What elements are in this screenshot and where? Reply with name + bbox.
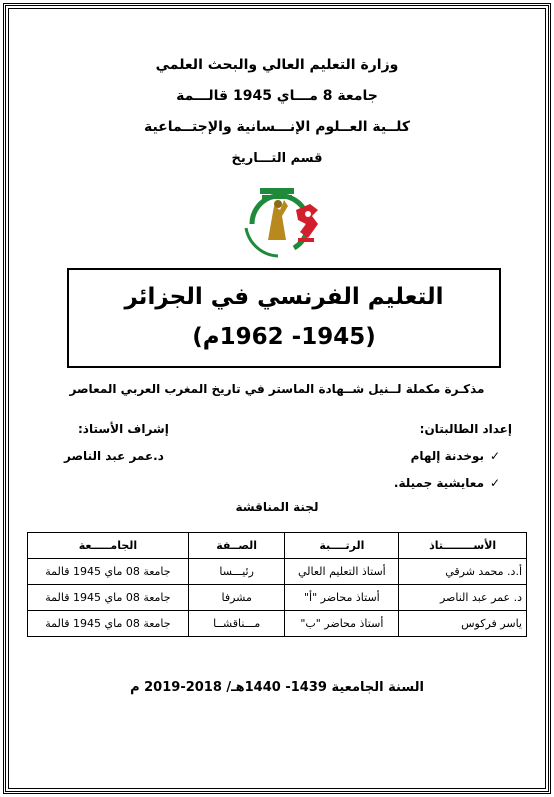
supervisor-label: إشراف الأستاذ: xyxy=(78,422,169,436)
thesis-title-box xyxy=(67,268,501,368)
check-icon: ✓ xyxy=(489,476,500,490)
header-rank: الرتــــبة xyxy=(285,533,399,559)
student-name-1: بوخدنة إلهام xyxy=(410,449,484,463)
cell-professor: ياسر فركوس xyxy=(399,611,527,637)
cell-role: مـــناقشــا xyxy=(188,611,285,637)
table-row xyxy=(28,611,527,637)
committee-table xyxy=(27,532,527,637)
department-name: قسم التـــاريخ xyxy=(231,151,323,166)
academic-year: السنة الجامعية 1439- 1440هـ/ 2018-2019 م xyxy=(130,680,424,695)
table-header-row xyxy=(28,533,527,559)
cell-rank: أستاذ التعليم العالي xyxy=(285,559,399,585)
thesis-title: التعليم الفرنسي في الجزائر xyxy=(124,284,444,310)
university-emblem-icon xyxy=(238,180,322,258)
committee-title: لجنة المناقشة xyxy=(235,500,319,514)
header-university: الجامـــــعة xyxy=(28,533,189,559)
cell-role: رئيـــسا xyxy=(188,559,285,585)
students-label: إعداد الطالبتان: xyxy=(419,422,512,436)
header-professor: الأســــــــتاذ xyxy=(399,533,527,559)
faculty-name: كلــية العــلوم الإنـــسانية والإجتــماعية xyxy=(143,119,411,135)
cell-rank: أستاذ محاضر "أ" xyxy=(285,585,399,611)
ministry-name: وزارة التعليم العالي والبحث العلمي xyxy=(155,57,399,73)
cell-university: جامعة 08 ماي 1945 قالمة xyxy=(28,611,189,637)
check-icon: ✓ xyxy=(489,449,500,463)
cell-role: مشرفا xyxy=(188,585,285,611)
thesis-period: (1945- 1962م) xyxy=(192,324,376,350)
table-row xyxy=(28,559,527,585)
cell-professor: أ.د. محمد شرقي xyxy=(399,559,527,585)
table-row xyxy=(28,585,527,611)
cell-university: جامعة 08 ماي 1945 قالمة xyxy=(28,585,189,611)
cell-rank: أستاذ محاضر "ب" xyxy=(285,611,399,637)
cell-university: جامعة 08 ماي 1945 قالمة xyxy=(28,559,189,585)
memo-description: مذكـرة مكملة لــنيل شــهادة الماستر في تاريخ المغرب العربي المعاصر xyxy=(69,382,485,396)
supervisor-name: د.عمر عبد الناصر xyxy=(64,449,164,463)
student-name-2: معايشية جميلة. xyxy=(393,476,484,490)
cell-professor: د. عمر عبد الناصر xyxy=(399,585,527,611)
header-role: الصــفة xyxy=(188,533,285,559)
university-name: جامعة 8 مـــاي 1945 قالـــمة xyxy=(176,88,378,104)
